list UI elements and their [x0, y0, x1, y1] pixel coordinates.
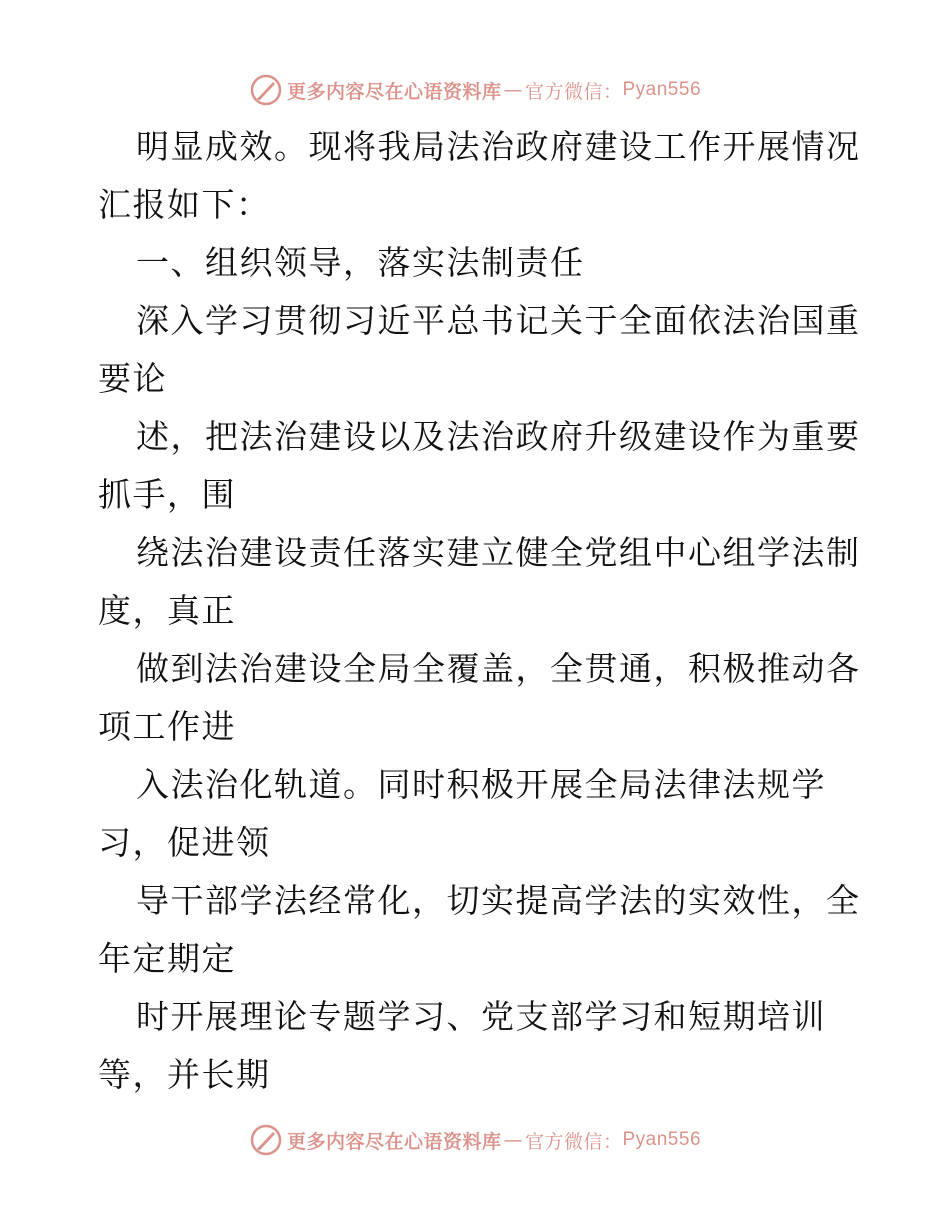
- body-line: 要论: [98, 359, 167, 398]
- watermark-main-text: 更多内容尽在心语资料库: [286, 1130, 502, 1153]
- body-line: 深入学习贯彻习近平总书记关于全面依法治国重: [136, 301, 861, 340]
- quill-logo-icon: [249, 1123, 283, 1157]
- body-line: 度，真正: [98, 591, 236, 630]
- watermark-main-text: 更多内容尽在心语资料库: [286, 80, 502, 103]
- body-line: 明显成效。现将我局法治政府建设工作开展情况: [136, 127, 861, 166]
- body-line: 等，并长期: [98, 1055, 271, 1094]
- watermark-wechat-id: Pyan556: [622, 1129, 702, 1150]
- body-line: 时开展理论专题学习、党支部学习和短期培训: [136, 997, 826, 1036]
- footer-watermark: [0, 1120, 950, 1160]
- body-line: 汇报如下：: [98, 185, 271, 224]
- body-line: 述，把法治建设以及法治政府升级建设作为重要: [136, 417, 861, 456]
- body-line: 做到法治建设全局全覆盖，全贯通，积极推动各: [136, 649, 861, 688]
- watermark-label: 官方微信：: [524, 80, 623, 103]
- body-line: 抓手，围: [98, 475, 236, 514]
- document-body: [98, 118, 861, 1104]
- watermark-separator: —: [503, 1129, 523, 1151]
- watermark-wechat-id: Pyan556: [622, 79, 702, 100]
- body-line: 入法治化轨道。同时积极开展全局法律法规学: [136, 765, 826, 804]
- body-line: 项工作进: [98, 707, 236, 746]
- body-line: 习，促进领: [98, 823, 271, 862]
- watermark-label: 官方微信：: [524, 1130, 623, 1153]
- header-watermark: [0, 70, 950, 110]
- body-line: 绕法治建设责任落实建立健全党组中心组学法制: [136, 533, 861, 572]
- quill-logo-icon: [249, 73, 283, 107]
- section-heading: 一、组织领导，落实法制责任: [136, 243, 585, 282]
- body-line: 年定期定: [98, 939, 236, 978]
- body-line: 导干部学法经常化，切实提高学法的实效性，全: [136, 881, 861, 920]
- watermark-separator: —: [503, 79, 523, 101]
